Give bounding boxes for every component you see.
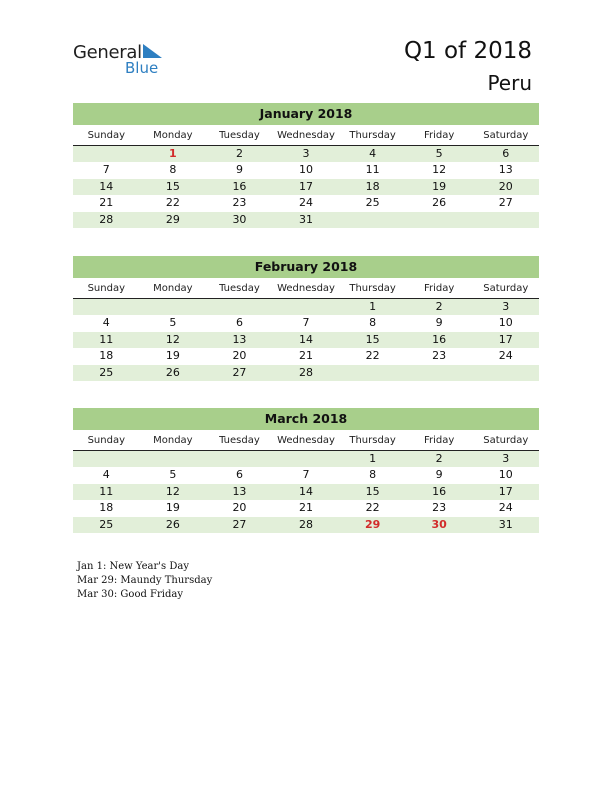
day-cell — [206, 451, 273, 467]
day-cell: 26 — [165, 365, 180, 379]
day-cell: 14 — [299, 332, 314, 346]
day-cell: 19 — [165, 501, 180, 515]
holiday-notes — [77, 560, 212, 602]
weekday-label: Tuesday — [219, 130, 260, 141]
day-cell: 10 — [498, 468, 513, 482]
day-cell: 12 — [165, 332, 180, 346]
day-cell: 3 — [502, 300, 510, 313]
day-cell: 17 — [498, 484, 513, 498]
logo-triangle-icon — [140, 44, 162, 60]
day-cell: 25 — [365, 196, 380, 210]
day-cell: 14 — [299, 484, 314, 498]
week-row — [73, 484, 539, 500]
day-cell: 4 — [102, 316, 110, 330]
day-cell: 6 — [502, 147, 510, 160]
day-cell — [73, 299, 140, 315]
day-cell — [339, 212, 406, 228]
day-cell: 31 — [299, 212, 314, 226]
holiday-day-cell: 29 — [364, 517, 381, 531]
weekday-label: Tuesday — [219, 435, 260, 446]
weekday-label: Wednesday — [277, 435, 335, 446]
month-calendar-february — [73, 256, 539, 381]
day-cell — [472, 365, 539, 381]
week-row — [73, 299, 539, 315]
weekday-label: Thursday — [349, 130, 396, 141]
day-cell: 1 — [369, 452, 377, 465]
weekday-label: Friday — [424, 283, 455, 294]
day-cell: 22 — [365, 501, 380, 515]
week-row — [73, 315, 539, 331]
day-cell: 10 — [498, 316, 513, 330]
week-row — [73, 179, 539, 195]
weekday-label: Sunday — [87, 130, 125, 141]
day-cell: 25 — [99, 517, 114, 531]
weekday-header-row — [73, 279, 539, 299]
holiday-note: Mar 29: Maundy Thursday — [77, 575, 213, 586]
day-cell: 18 — [99, 501, 114, 515]
logo-blue-text: Blue — [125, 59, 159, 77]
day-cell: 3 — [502, 452, 510, 465]
day-cell — [73, 146, 140, 162]
day-cell: 10 — [299, 163, 314, 177]
day-cell: 9 — [235, 163, 243, 177]
logo-general-text: General — [73, 42, 142, 63]
day-cell: 24 — [498, 349, 513, 363]
week-row — [73, 162, 539, 178]
day-cell: 28 — [299, 365, 314, 379]
day-cell: 7 — [302, 468, 310, 482]
weekday-header-row — [73, 126, 539, 146]
day-cell: 27 — [232, 517, 247, 531]
day-cell: 13 — [232, 484, 247, 498]
day-cell: 4 — [369, 147, 377, 160]
day-cell: 12 — [432, 163, 447, 177]
day-cell: 9 — [435, 316, 443, 330]
month-header: March 2018 — [73, 408, 539, 430]
day-cell: 11 — [99, 332, 114, 346]
weekday-label: Saturday — [483, 283, 529, 294]
day-cell: 21 — [299, 501, 314, 515]
day-cell: 25 — [99, 365, 114, 379]
day-cell: 8 — [369, 316, 377, 330]
day-cell: 27 — [232, 365, 247, 379]
day-cell: 6 — [235, 468, 243, 482]
month-calendar-january — [73, 103, 539, 228]
day-cell: 2 — [235, 147, 243, 160]
day-cell — [140, 299, 207, 315]
day-cell: 22 — [165, 196, 180, 210]
weekday-label: Thursday — [349, 283, 396, 294]
month-header: February 2018 — [73, 256, 539, 278]
week-row — [73, 500, 539, 516]
day-cell: 11 — [365, 163, 380, 177]
day-cell: 9 — [435, 468, 443, 482]
day-cell: 15 — [365, 332, 380, 346]
day-cell — [273, 451, 340, 467]
day-cell: 16 — [432, 332, 447, 346]
day-cell: 16 — [432, 484, 447, 498]
weekday-label: Wednesday — [277, 283, 335, 294]
day-cell: 8 — [369, 468, 377, 482]
day-cell: 7 — [302, 316, 310, 330]
weekday-label: Saturday — [483, 130, 529, 141]
day-cell: 1 — [369, 300, 377, 313]
day-cell: 19 — [432, 179, 447, 193]
week-row — [73, 517, 539, 533]
weekday-label: Monday — [153, 435, 193, 446]
day-cell: 22 — [365, 349, 380, 363]
week-row — [73, 348, 539, 364]
day-cell: 23 — [232, 196, 247, 210]
day-cell — [472, 212, 539, 228]
day-cell: 26 — [432, 196, 447, 210]
quarter-title: Q1 of 2018 — [403, 38, 532, 64]
day-cell: 12 — [165, 484, 180, 498]
day-cell: 18 — [99, 349, 114, 363]
week-row — [73, 365, 539, 381]
weekday-label: Sunday — [87, 435, 125, 446]
weekday-label: Sunday — [87, 283, 125, 294]
day-cell: 15 — [365, 484, 380, 498]
day-cell — [140, 451, 207, 467]
day-cell: 31 — [498, 517, 513, 531]
weekday-label: Wednesday — [277, 130, 335, 141]
day-cell: 6 — [235, 316, 243, 330]
day-cell: 24 — [299, 196, 314, 210]
day-cell: 4 — [102, 468, 110, 482]
week-row — [73, 332, 539, 348]
day-cell: 8 — [169, 163, 177, 177]
day-cell: 20 — [232, 501, 247, 515]
weekday-label: Thursday — [349, 435, 396, 446]
day-cell: 5 — [169, 316, 177, 330]
holiday-note: Jan 1: New Year's Day — [77, 561, 189, 572]
day-cell: 13 — [498, 163, 513, 177]
day-cell: 7 — [102, 163, 110, 177]
day-cell: 28 — [99, 212, 114, 226]
day-cell: 5 — [435, 147, 443, 160]
day-cell — [73, 451, 140, 467]
day-cell: 20 — [498, 179, 513, 193]
day-cell: 30 — [232, 212, 247, 226]
day-cell: 23 — [432, 349, 447, 363]
week-row — [73, 467, 539, 483]
day-cell: 26 — [165, 517, 180, 531]
weekday-label: Friday — [424, 130, 455, 141]
weekday-label: Monday — [153, 283, 193, 294]
holiday-day-cell: 30 — [431, 517, 447, 531]
day-cell: 19 — [165, 349, 180, 363]
weekday-label: Monday — [153, 130, 193, 141]
day-cell: 3 — [302, 147, 310, 160]
holiday-day-cell: 1 — [169, 147, 177, 160]
day-cell: 17 — [299, 179, 314, 193]
day-cell — [406, 365, 473, 381]
day-cell: 15 — [165, 179, 180, 193]
country-name: Peru — [487, 71, 532, 95]
day-cell: 5 — [169, 468, 177, 482]
day-cell: 18 — [365, 179, 380, 193]
week-row — [73, 451, 539, 467]
day-cell: 16 — [232, 179, 247, 193]
day-cell: 24 — [498, 501, 513, 515]
day-cell — [406, 212, 473, 228]
day-cell: 21 — [99, 196, 114, 210]
day-cell: 17 — [498, 332, 513, 346]
weekday-header-row — [73, 431, 539, 451]
month-calendar-march — [73, 408, 539, 533]
day-cell: 28 — [299, 517, 314, 531]
day-cell: 27 — [498, 196, 513, 210]
day-cell — [206, 299, 273, 315]
generalblue-logo — [73, 42, 183, 78]
day-cell — [273, 299, 340, 315]
weekday-label: Saturday — [483, 435, 529, 446]
weekday-label: Tuesday — [219, 283, 260, 294]
day-cell: 21 — [299, 349, 314, 363]
day-cell — [339, 365, 406, 381]
weekday-label: Friday — [424, 435, 455, 446]
week-row — [73, 146, 539, 162]
day-cell: 11 — [99, 484, 114, 498]
week-row — [73, 212, 539, 228]
day-cell: 23 — [432, 501, 447, 515]
day-cell: 14 — [99, 179, 114, 193]
day-cell: 20 — [232, 349, 247, 363]
day-cell: 13 — [232, 332, 247, 346]
day-cell: 2 — [435, 300, 443, 313]
day-cell: 29 — [165, 212, 180, 226]
day-cell: 2 — [435, 452, 443, 465]
month-header: January 2018 — [73, 103, 539, 125]
week-row — [73, 195, 539, 211]
holiday-note: Mar 30: Good Friday — [77, 589, 183, 600]
